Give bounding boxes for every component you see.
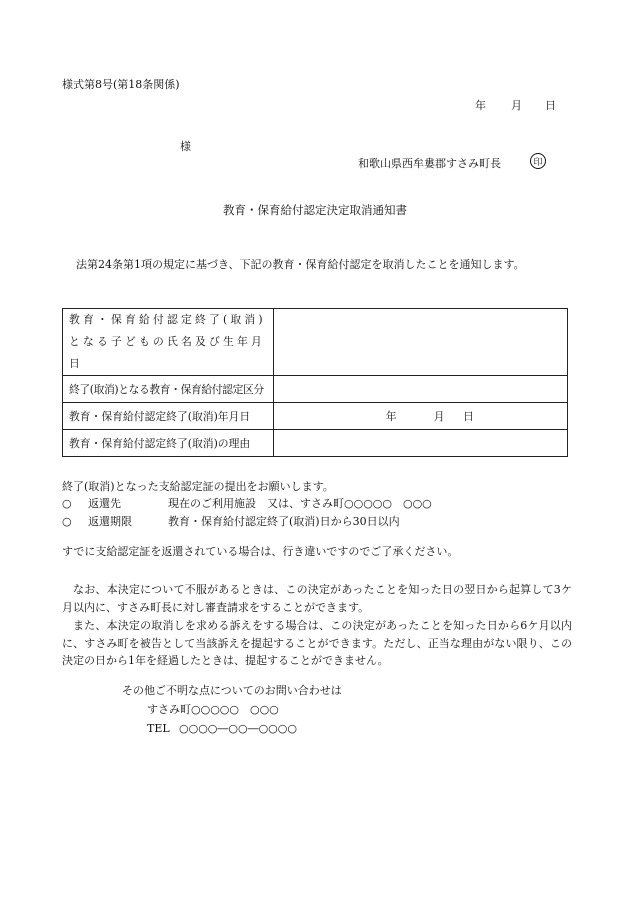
bullet-circle: ○: [62, 515, 72, 528]
table-row: [63, 376, 568, 403]
end-date-year: 年: [385, 409, 397, 423]
end-date-day: 日: [463, 409, 474, 423]
contact-office: すさみ町○○○○○ ○○○: [147, 703, 279, 716]
document-title: 教育・保育給付認定決定取消通知書: [223, 203, 407, 217]
return-deadline-value: 教育・保育給付認定終了(取消)日から30日以内: [168, 515, 400, 528]
reason-field[interactable]: [274, 430, 568, 457]
phone-label: TEL: [147, 722, 170, 735]
appeal-paragraph-1: [62, 581, 572, 616]
child-name-label-line1: 教育・保育給付認定終了(取消): [69, 313, 266, 326]
contact-intro: その他ご不明な点についてのお問い合わせは: [122, 684, 342, 697]
seal-stamp: 印: [530, 153, 546, 169]
date-day-label: 日: [545, 99, 556, 112]
reason-label: 教育・保育給付認定終了(取消)の理由: [63, 430, 274, 457]
end-date-field[interactable]: [274, 403, 568, 430]
form-number: 様式第8号(第18条関係): [62, 78, 180, 91]
child-name-label-line2: となる子どもの氏名及び生年月日: [69, 335, 265, 370]
appeal-text-2: また、本決定の取消しを求める訴えをする場合は、この決定があったことを知った日から6ケ月以内に、すさみ町を被告として当該訴えを提起することができます。ただし、正当な理由がない限り、この決定の日から1年を経過したときは、提起することができません。: [62, 619, 572, 667]
return-deadline: [62, 515, 400, 528]
table-row: [63, 309, 568, 376]
category-label: 終了(取消)となる教育・保育給付認定区分: [63, 376, 274, 403]
date-month-label: 月: [511, 99, 522, 112]
return-destination-value: 現在のご利用施設 又は、すさみ町○○○○○ ○○○: [168, 497, 432, 510]
issuer-name: 和歌山県西牟婁郡すさみ町長: [358, 157, 501, 170]
table-row: [63, 403, 568, 430]
issue-date: [475, 99, 556, 112]
child-name-label: [63, 309, 274, 376]
phone-number: ○○○○―○○―○○○○: [179, 722, 297, 735]
return-destination: [62, 497, 432, 510]
end-date-label: 教育・保育給付認定終了(取消)年月日: [63, 403, 274, 430]
return-destination-label: 返還先: [88, 497, 121, 510]
addressee-suffix: 様: [180, 140, 191, 153]
appeal-text-1: なお、本決定について不服があるときは、この決定があったことを知った日の翌日から起算して3ケ月以内に、すさみ町長に対し審査請求をすることができます。: [62, 583, 572, 614]
end-date-month: 月: [433, 409, 445, 423]
date-year-label: 年: [475, 99, 486, 112]
contact-phone: [147, 722, 297, 735]
appeal-paragraph-2: [62, 617, 572, 670]
child-name-field[interactable]: [274, 309, 568, 376]
submission-request: 終了(取消)となった支給認定証の提出をお願いします。: [62, 480, 334, 493]
bullet-circle: ○: [62, 497, 72, 510]
table-row: [63, 430, 568, 457]
already-returned-note: すでに支給認定証を返還されている場合は、行き違いですのでご了承ください。: [62, 545, 459, 558]
return-deadline-label: 返還期限: [88, 515, 132, 528]
intro-text: 法第24条第1項の規定に基づき、下記の教育・保育給付認定を取消したことを通知します。: [76, 258, 525, 271]
category-field[interactable]: [274, 376, 568, 403]
certification-table: [62, 308, 568, 457]
